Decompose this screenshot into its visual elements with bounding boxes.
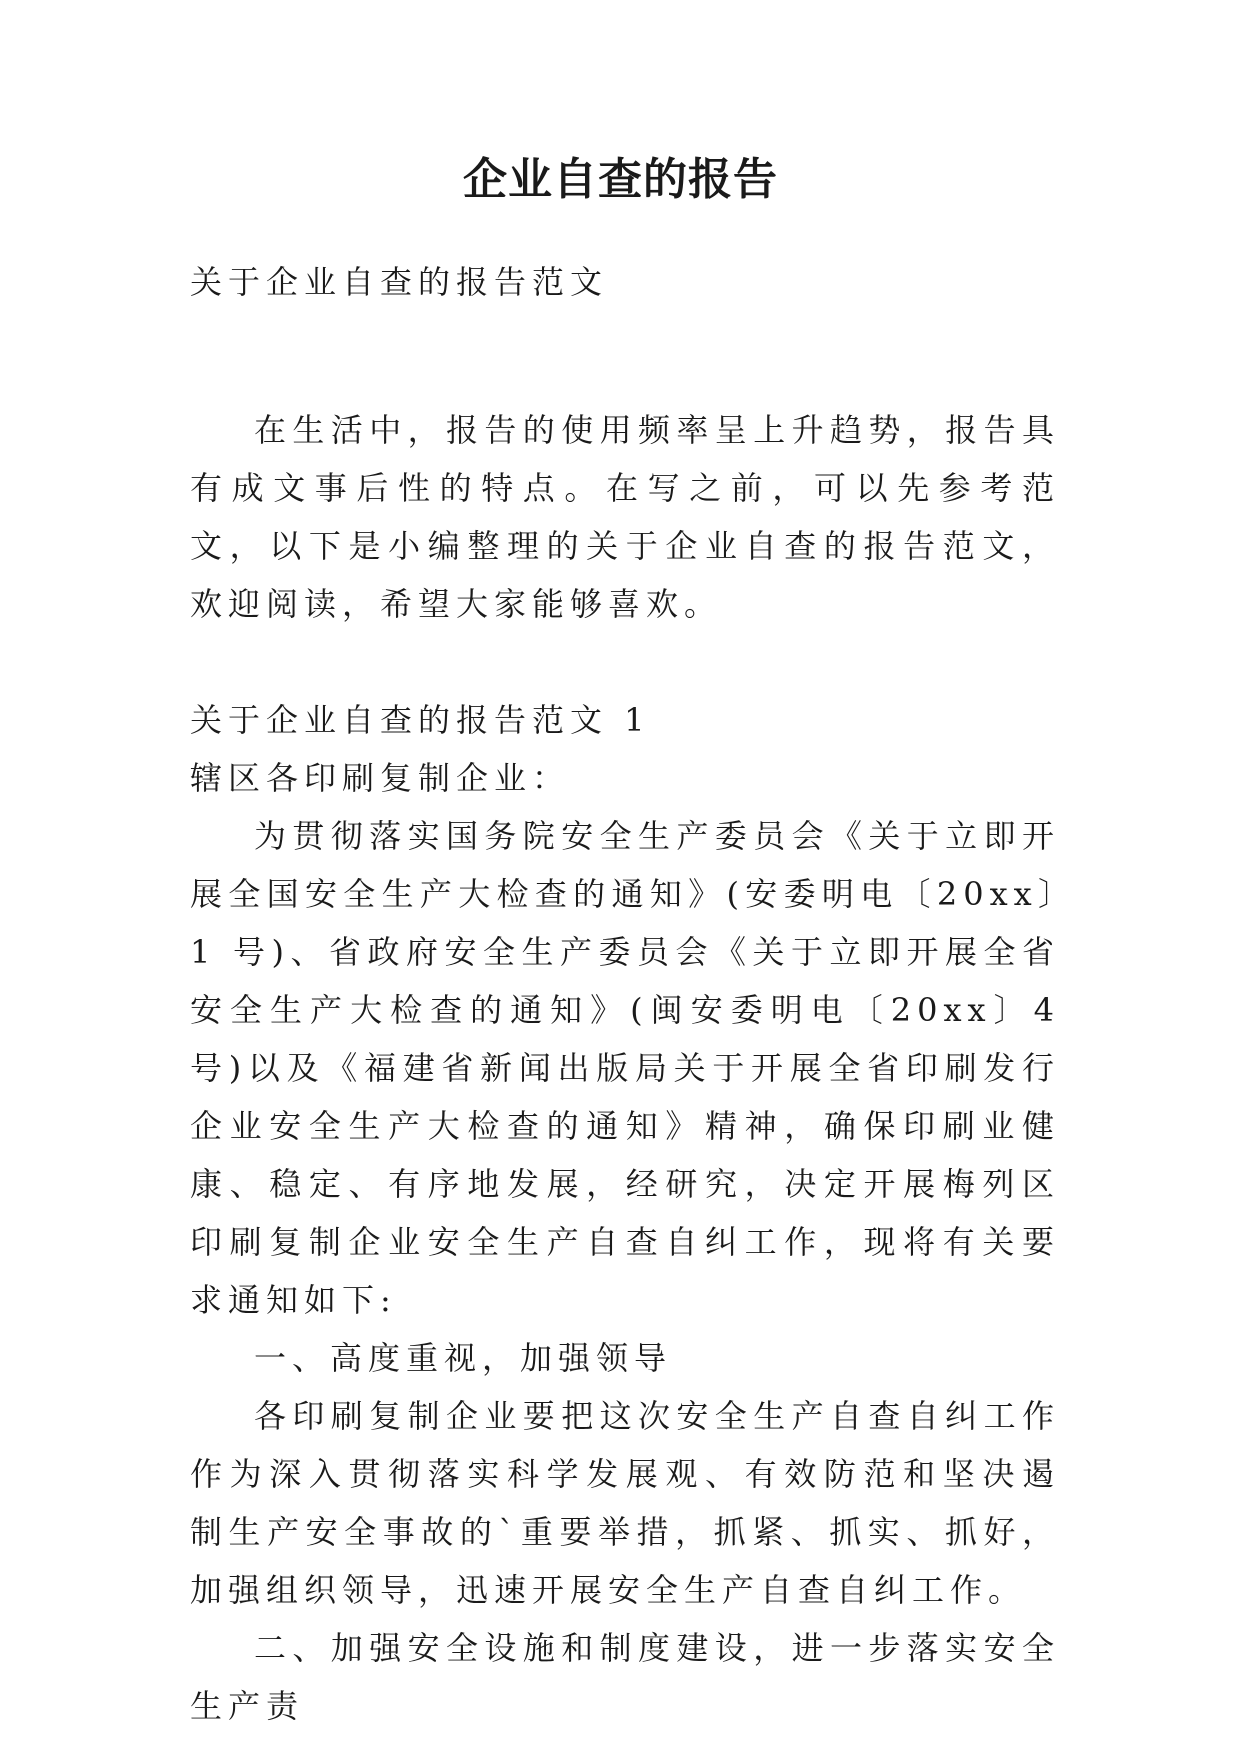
intro-block bbox=[190, 401, 1060, 633]
section-heading: 关于企业自查的报告范文 1 bbox=[190, 701, 651, 739]
point-body-1: 各印刷复制企业要把这次安全生产自查自纠工作作为深入贯彻落实科学发展观、有效防范和坚决遏制生产安全事故的`重要举措，抓紧、抓实、抓好，加强组织领导，迅速开展安全生产自查自纠工作。 bbox=[190, 1397, 1060, 1609]
document-subtitle-block bbox=[190, 253, 1060, 311]
salutation: 辖区各印刷复制企业： bbox=[190, 759, 571, 797]
main-body bbox=[190, 691, 1060, 1735]
point-heading-1: 一、高度重视，加强领导 bbox=[254, 1339, 673, 1377]
document-title: 企业自查的报告 bbox=[463, 154, 778, 205]
document-subtitle: 关于企业自查的报告范文 bbox=[190, 263, 609, 301]
paragraph-notice: 为贯彻落实国务院安全生产委员会《关于立即开展全国安全生产大检查的通知》(安委明电〔20xx〕1 号)、省政府安全生产委员会《关于立即开展全省安全生产大检查的通知》(闽安委明电〔20xx〕4 号)以及《福建省新闻出版局关于开展全省印刷发行企业安全生产大检查的通知》精神，确保印刷业健康、稳定、有序地发展，经研究，决定开展梅列区印刷复制企业安全生产自查自纠工作，现将有关要求通知如下: bbox=[190, 817, 1060, 1319]
point-heading-2: 二、加强安全设施和制度建设，进一步落实安全生产责 bbox=[190, 1629, 1060, 1725]
intro-paragraph: 在生活中，报告的使用频率呈上升趋势，报告具有成文事后性的特点。在写之前，可以先参考范文，以下是小编整理的关于企业自查的报告范文，欢迎阅读，希望大家能够喜欢。 bbox=[190, 411, 1060, 623]
